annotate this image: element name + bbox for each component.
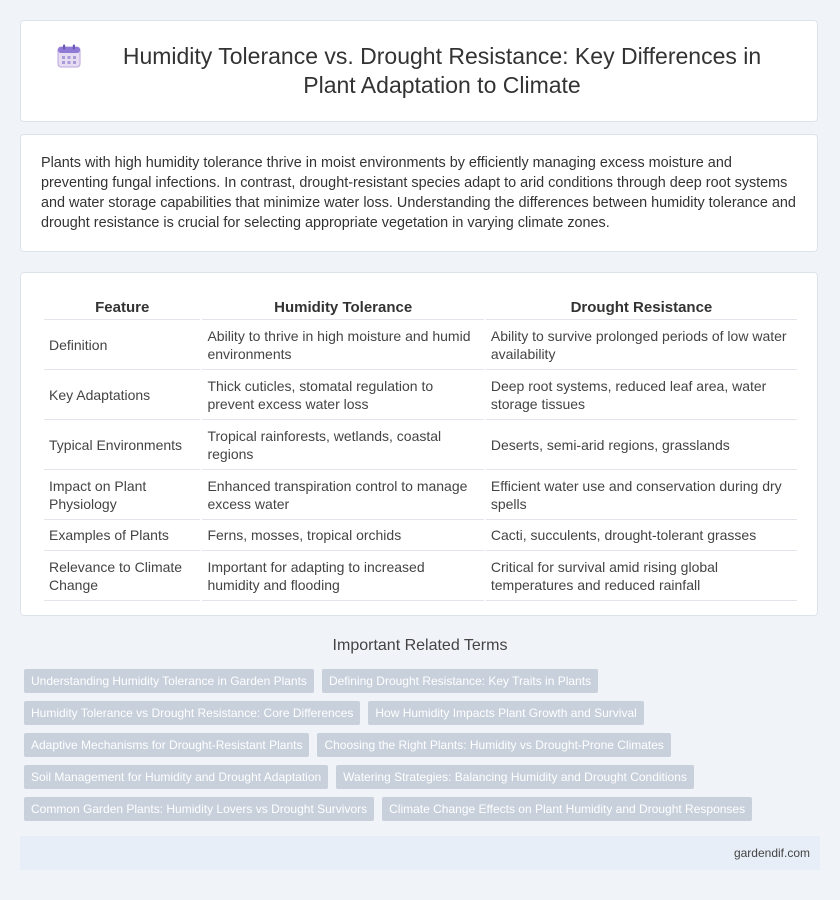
comparison-card [20,272,818,616]
feature-cell: Relevance to Climate Change [44,551,200,601]
related-term-link[interactable]: Climate Change Effects on Plant Humidity and Drought Responses [382,797,752,821]
tag-row [24,669,824,693]
related-term-link[interactable]: Choosing the Right Plants: Humidity vs Drought-Prone Climates [317,733,670,757]
feature-cell: Key Adaptations [44,370,200,420]
table-row [44,320,797,370]
column-header-feature: Feature [44,295,200,320]
tag-row [24,797,824,821]
drought-cell: Ability to survive prolonged periods of low water availability [486,320,797,370]
intro-card [20,134,818,252]
footer [20,836,820,870]
table-row [44,520,797,551]
related-term-link[interactable]: Adaptive Mechanisms for Drought-Resistant Plants [24,733,309,757]
feature-cell: Definition [44,320,200,370]
related-term-link[interactable]: Understanding Humidity Tolerance in Garden Plants [24,669,314,693]
tag-row [24,765,824,789]
related-term-link[interactable]: How Humidity Impacts Plant Growth and Survival [368,701,643,725]
humidity-cell: Ferns, mosses, tropical orchids [202,520,483,551]
feature-cell: Examples of Plants [44,520,200,551]
related-term-link[interactable]: Watering Strategies: Balancing Humidity and Drought Conditions [336,765,694,789]
column-header-humidity: Humidity Tolerance [202,295,483,320]
column-header-drought: Drought Resistance [486,295,797,320]
humidity-cell: Ability to thrive in high moisture and humid environments [202,320,483,370]
title-card [20,20,818,122]
humidity-cell: Important for adapting to increased humidity and flooding [202,551,483,601]
humidity-cell: Tropical rainforests, wetlands, coastal regions [202,420,483,470]
footer-site-link[interactable]: gardendif.com [733,846,810,860]
related-term-link[interactable]: Soil Management for Humidity and Drought Adaptation [24,765,328,789]
table-header-row [44,295,797,320]
drought-cell: Critical for survival amid rising global temperatures and reduced rainfall [486,551,797,601]
intro-paragraph: Plants with high humidity tolerance thrive in moist environments by efficiently managing excess moisture and preventing fungal infections. In contrast, drought-resistant species adapt to arid conditions through deep root systems and water storage capabilities that minimize water loss. Understanding the differences between humidity tolerance and drought resistance is crucial for selecting appropriate vegetation in varying climate zones. [41,155,796,231]
title-wrap [56,42,782,100]
drought-cell: Efficient water use and conservation during dry spells [486,470,797,520]
comparison-table [42,295,799,601]
drought-cell: Deep root systems, reduced leaf area, water storage tissues [486,370,797,420]
tag-row [24,701,824,725]
related-terms-list [24,669,824,829]
table-row [44,420,797,470]
feature-cell: Impact on Plant Physiology [44,470,200,520]
feature-cell: Typical Environments [44,420,200,470]
related-terms-title: Important Related Terms [332,637,508,654]
humidity-cell: Thick cuticles, stomatal regulation to prevent excess water loss [202,370,483,420]
page-title: Humidity Tolerance vs. Drought Resistance: Key Differences in Plant Adaptation to Climate [122,43,762,98]
table-row [44,370,797,420]
drought-cell: Cacti, succulents, drought-tolerant grasses [486,520,797,551]
drought-cell: Deserts, semi-arid regions, grasslands [486,420,797,470]
related-term-link[interactable]: Defining Drought Resistance: Key Traits in Plants [322,669,598,693]
table-row [44,470,797,520]
calendar-icon [56,43,82,69]
tag-row [24,733,824,757]
related-term-link[interactable]: Common Garden Plants: Humidity Lovers vs Drought Survivors [24,797,374,821]
humidity-cell: Enhanced transpiration control to manage excess water [202,470,483,520]
related-term-link[interactable]: Humidity Tolerance vs Drought Resistance: Core Differences [24,701,360,725]
table-row [44,551,797,601]
